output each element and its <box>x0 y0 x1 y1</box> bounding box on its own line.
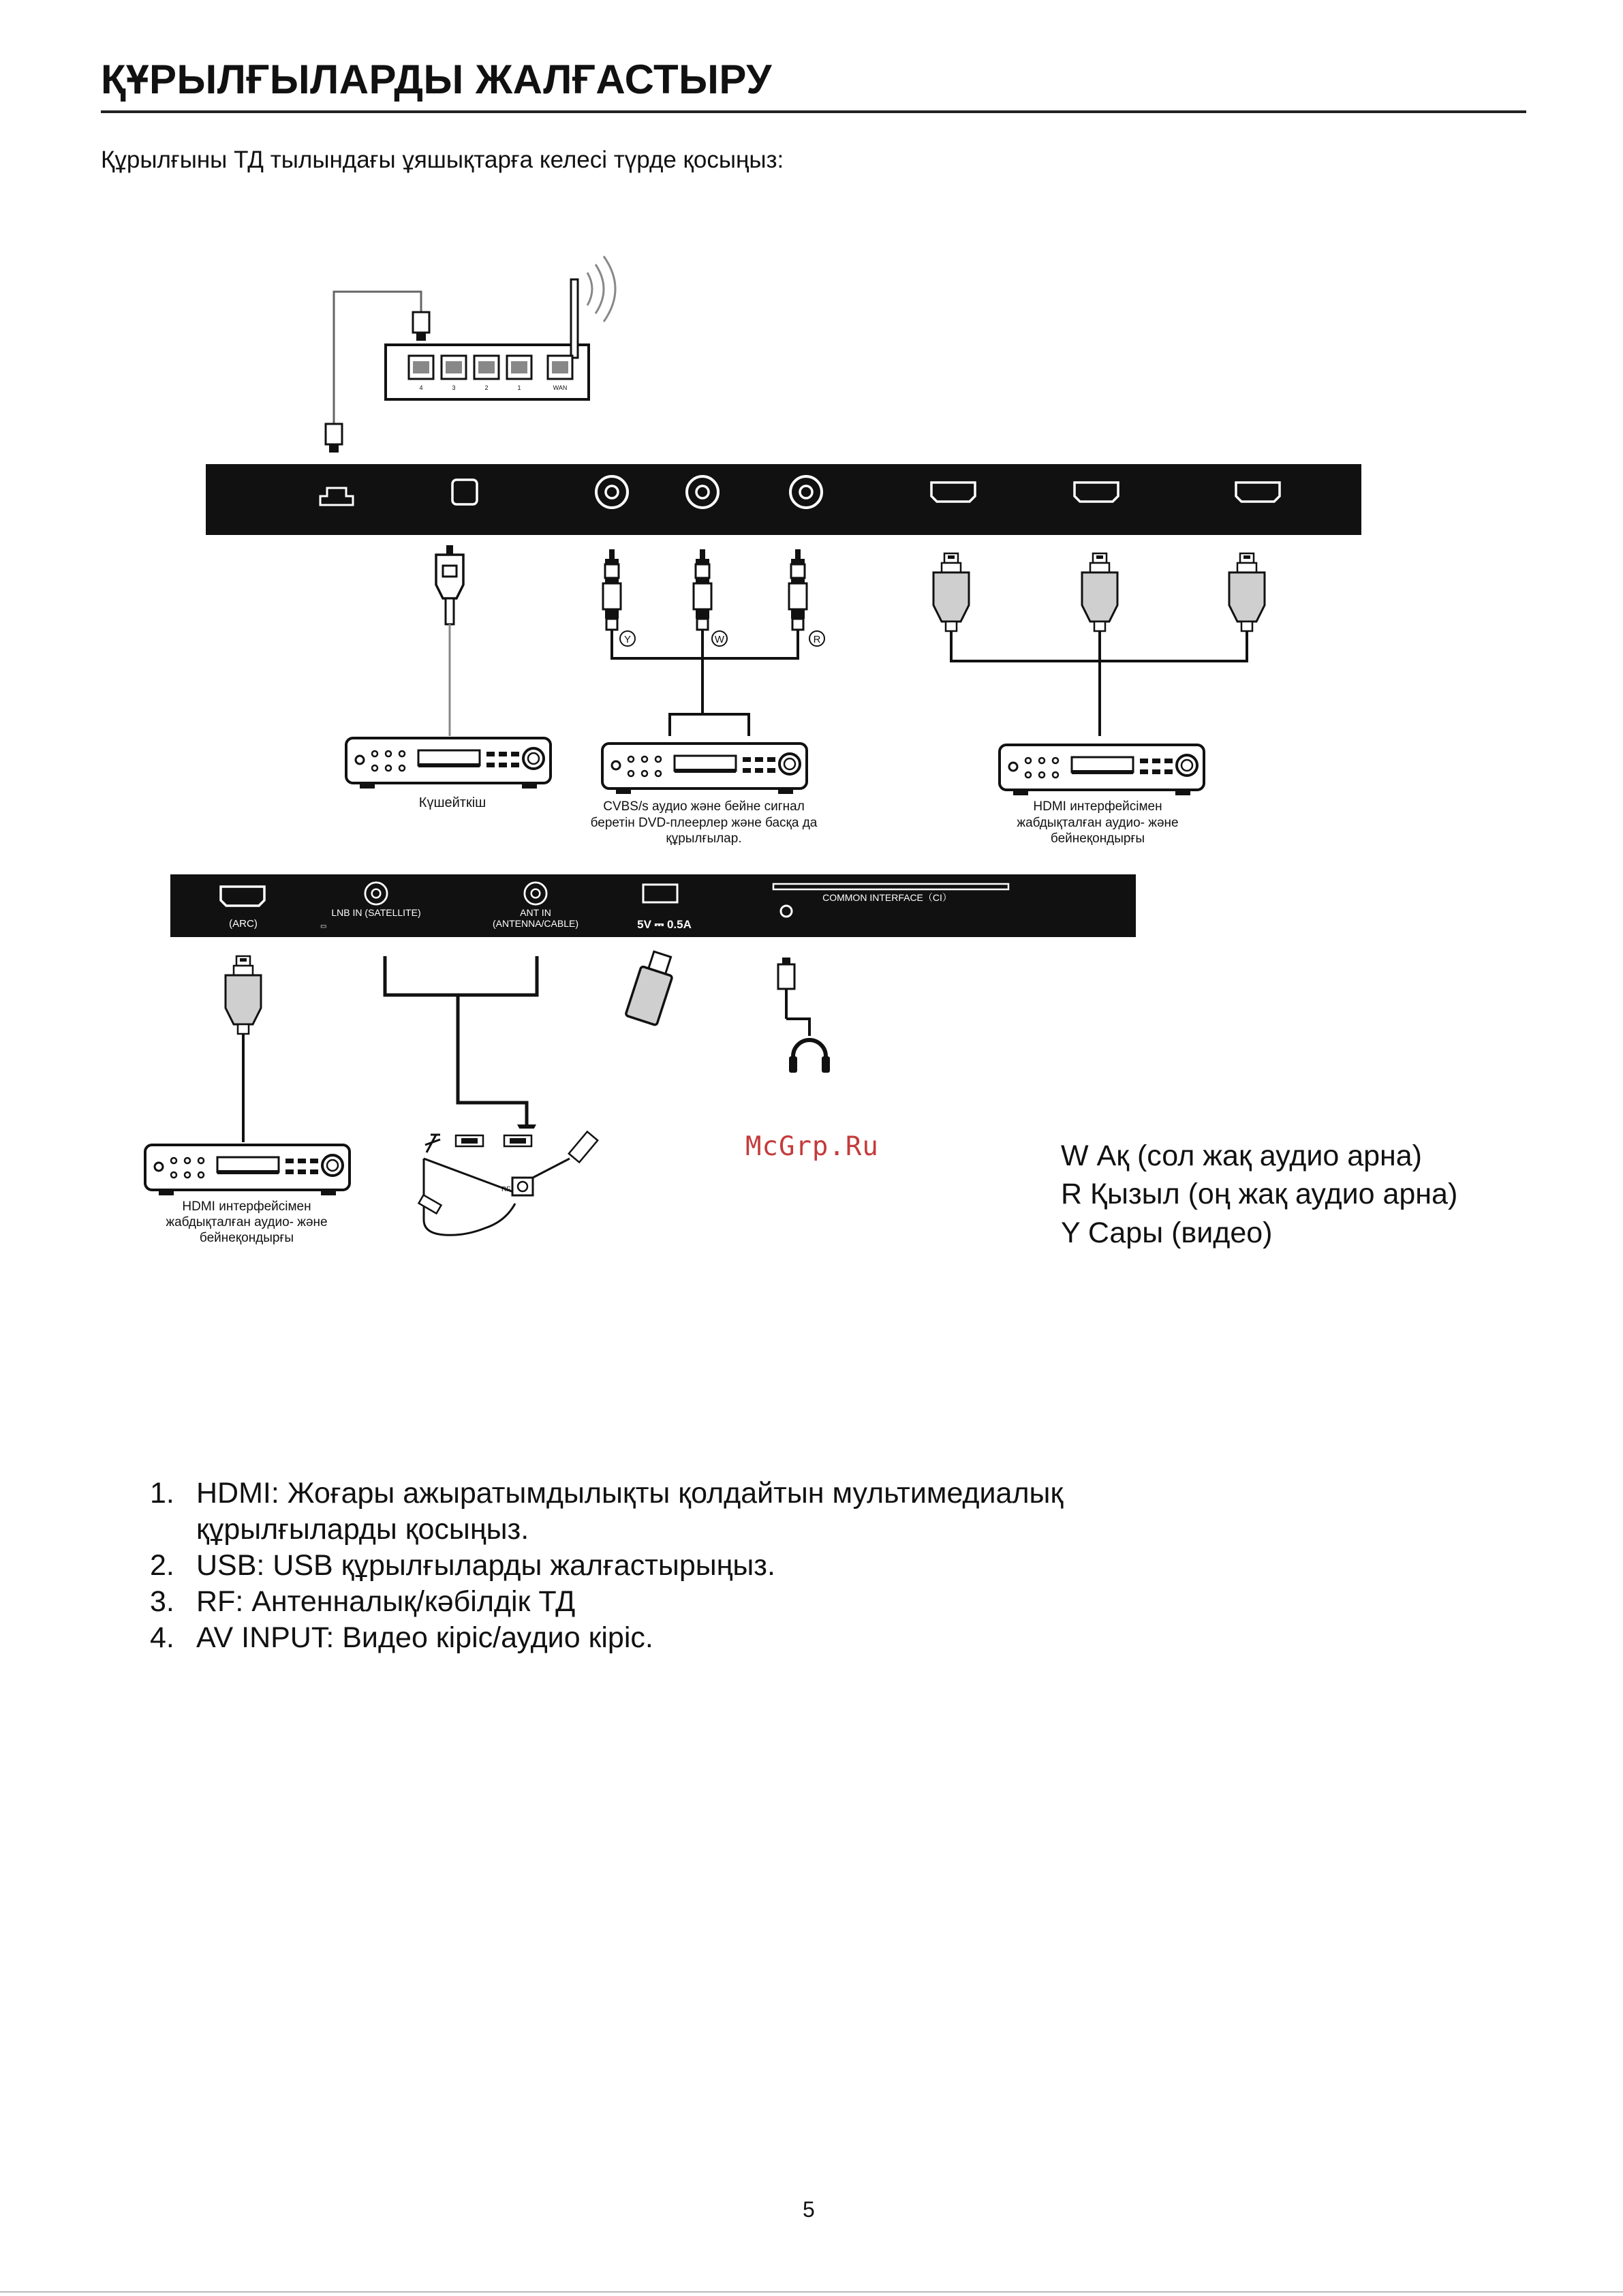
antenna-wall-outlet <box>409 1129 610 1235</box>
cvbs-device-label: құрылғылар. <box>666 831 742 846</box>
hdmi-arc-plug <box>226 956 261 1034</box>
rca-marker-r <box>809 631 824 646</box>
router-port-label: 2 <box>484 384 489 391</box>
router-wan-port <box>548 356 572 379</box>
router-ethernet-port <box>442 356 466 379</box>
legend-white: W Ақ (сол жақ аудио арна) <box>1061 1139 1423 1172</box>
intro-text: Құрылғыны ТД тылындағы ұяшықтарға келесі түрде қосыңыз: <box>101 147 784 173</box>
amplifier-label: Күшейткіш <box>418 795 486 810</box>
hdmi-cable-lines <box>951 631 1247 736</box>
hdmi-arc-device-label: бейнеқондырғы <box>199 1231 294 1245</box>
hdmi-av-device-arc <box>145 1145 350 1195</box>
antenna-connection-lines <box>385 956 537 1128</box>
amplifier-device <box>346 738 551 789</box>
list-item: 1. HDMI: Жоғары ажыратымдылықты қолдайтын мультимедиалық құрылғыларды қосыңыз. <box>150 1477 1064 1546</box>
tv-upper-panel <box>206 464 1361 535</box>
page-title: ҚҰРЫЛҒЫЛАРДЫ ЖАЛҒАСТЫРУ <box>101 57 772 102</box>
svg-text:W: W <box>714 634 725 645</box>
router-port-label: WAN <box>553 384 568 391</box>
hdmi-av-device-top <box>1000 745 1204 795</box>
hdmi-arc-device-label: жабдықталған аудио- және <box>166 1215 328 1229</box>
numbered-list <box>150 1475 1063 1656</box>
headphones-icon <box>778 958 830 1073</box>
list-item: 3. RF: Антенналық/кәбілдік ТД <box>150 1585 576 1618</box>
legend-yellow: Y Сары (видео) <box>1061 1216 1273 1249</box>
legend-red: R Қызыл (оң жақ аудио арна) <box>1061 1178 1458 1210</box>
cvbs-device-label: CVBS/s аудио және бейне сигнал <box>603 799 805 814</box>
hdmi-device-label: HDMI интерфейсімен <box>1033 799 1162 814</box>
rca-video-plug <box>603 549 621 630</box>
bottom-divider <box>0 2291 1623 2293</box>
ant-label: ANT IN <box>520 907 551 918</box>
router-ethernet-port <box>474 356 499 379</box>
cvbs-device-label: беретін DVD-плеерлер және басқа да <box>590 816 818 830</box>
router-ethernet-port <box>507 356 531 379</box>
svg-text:Y: Y <box>623 634 632 645</box>
svg-text:R: R <box>813 634 821 645</box>
dvd-player-device <box>602 744 807 794</box>
rca-red-plug <box>789 549 807 630</box>
router-port-label: 3 <box>452 384 456 391</box>
ci-label: COMMON INTERFACE（CI） <box>822 892 952 903</box>
usb-label: 5V ⎓ 0.5A <box>637 918 692 931</box>
watermark: McGrp.Ru <box>745 1131 879 1162</box>
list-item: 2. USB: USB құрылғыларды жалғастырыңыз. <box>150 1549 775 1582</box>
ant-label: (ANTENNA/CABLE) <box>492 918 579 929</box>
small-marker: ▭ <box>320 923 327 930</box>
hdmi-device-label: бейнеқондырғы <box>1050 831 1145 846</box>
router-port-label: 4 <box>419 384 423 391</box>
hdmi-plug <box>933 553 969 631</box>
hdmi-plug <box>1082 553 1117 631</box>
optical-cable <box>436 545 463 736</box>
page-number: 5 <box>803 2197 815 2222</box>
rca-cable-lines <box>612 630 798 736</box>
router-port-label: 1 <box>517 384 521 391</box>
hdmi-arc-device-label: HDMI интерфейсімен <box>182 1199 311 1214</box>
usb-stick-icon <box>625 949 678 1026</box>
arc-label: (ARC) <box>229 918 258 930</box>
list-item: 4. AV INPUT: Видео кіріс/аудио кіріс. <box>150 1621 653 1654</box>
rca-white-plug <box>694 549 711 630</box>
hdmi-device-label: жабдықталған аудио- және <box>1017 816 1179 830</box>
lnb-label: LNB IN (SATELLITE) <box>331 907 421 918</box>
rca-marker-w <box>712 631 727 646</box>
router-ethernet-port <box>409 356 433 379</box>
hdmi-plug <box>1229 553 1265 631</box>
svg-text:RF: RF <box>501 1186 511 1193</box>
rca-marker-y <box>620 631 635 646</box>
